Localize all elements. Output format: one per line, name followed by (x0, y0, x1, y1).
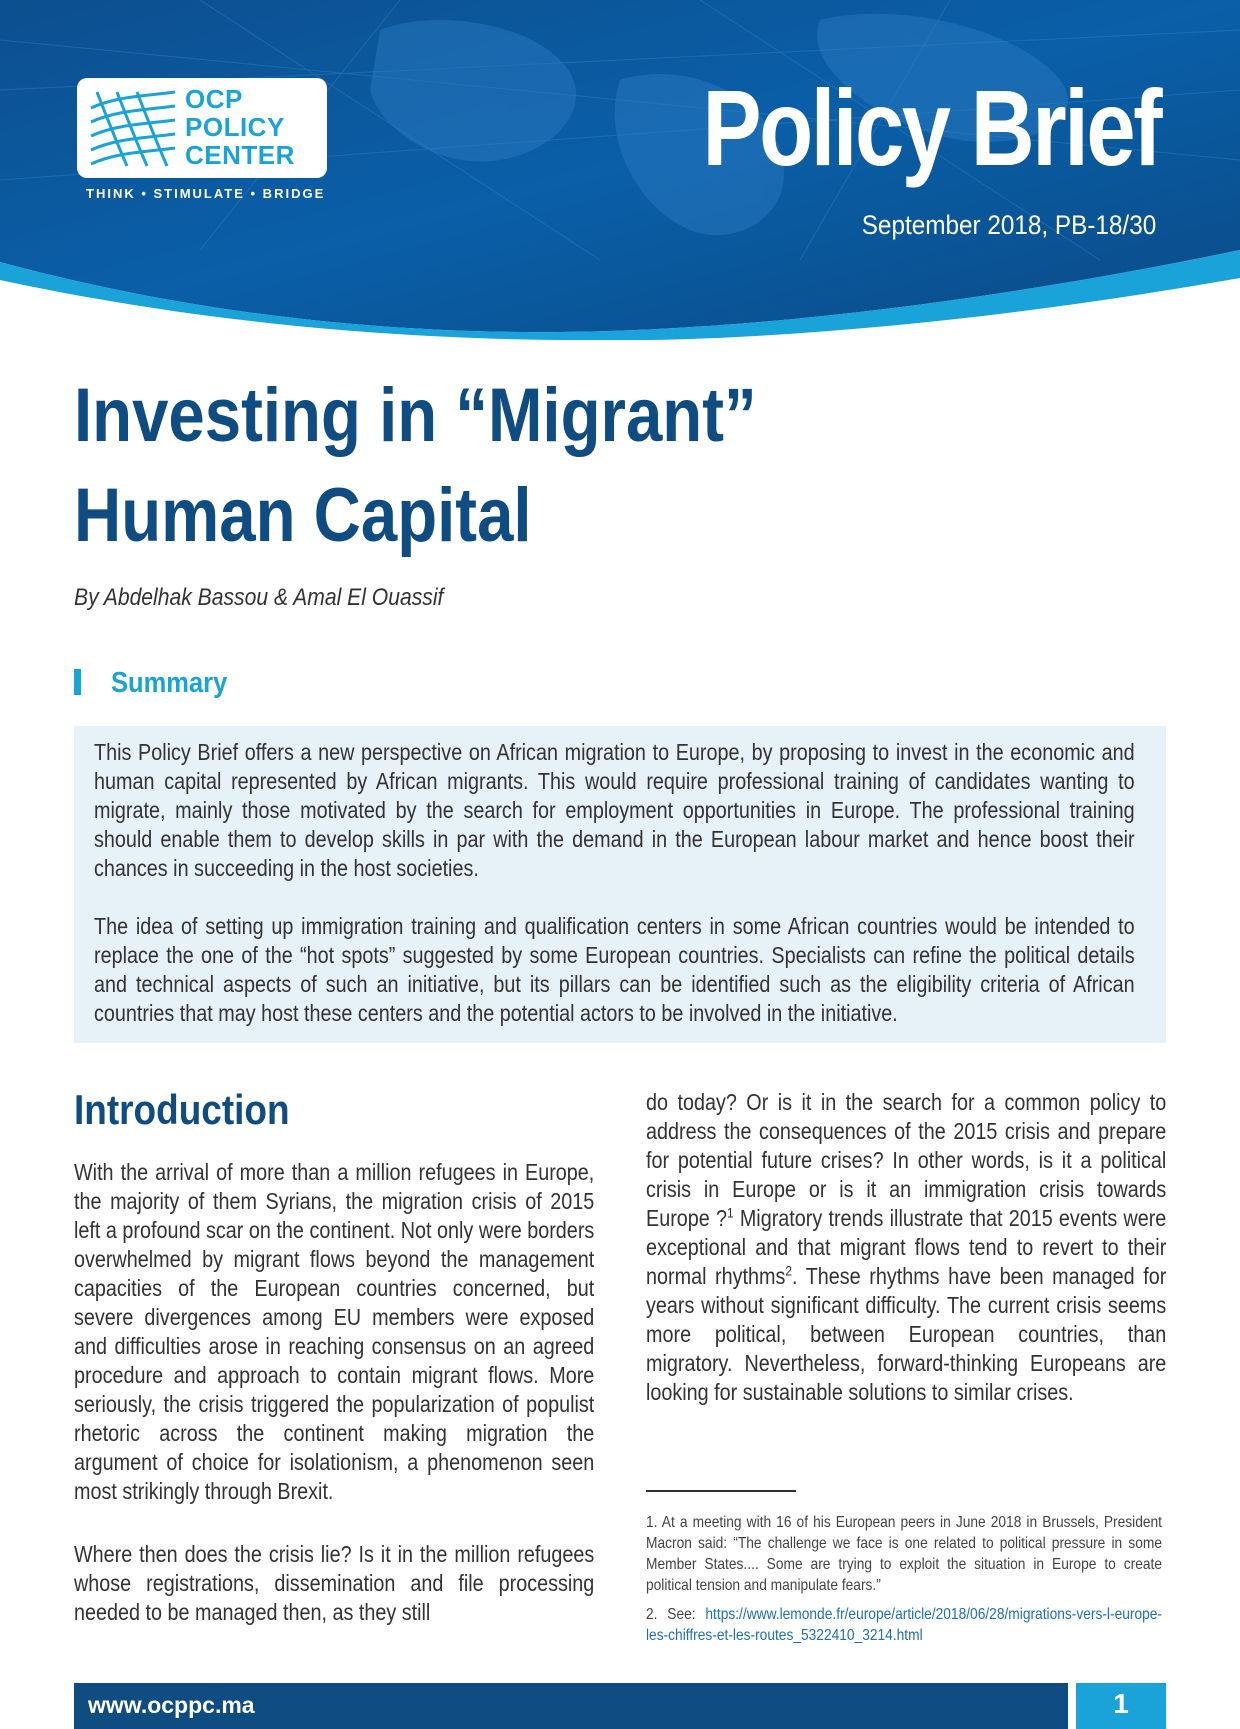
footnote-ref-2[interactable]: 2 (785, 1263, 792, 1279)
intro-paragraph-1: With the arrival of more than a million refugees in Europe, the majority of them Syrians, the migration crisis of 2015 left a profound scar on the continent. Not only were borders overwhelmed by migrant flows beyond the management capacities of the European countries concerned, but severe divergences among EU members were exposed and difficulties arose in reaching consensus on an agreed procedure and approach to contain migrant flows. More seriously, the crisis triggered the popularization of populist rhetoric across the continent making migration the argument of choice for isolationism, a phenomenon seen most strikingly through Brexit. (74, 1159, 595, 1504)
summary-heading: Summary (111, 667, 228, 699)
footnote-2 (646, 1604, 1162, 1646)
page-title (74, 366, 757, 566)
footer-website-link[interactable]: www.ocppc.ma (88, 1692, 255, 1718)
footnote-2-link[interactable]: https://www.lemonde.fr/europe/article/2018/06/28/migrations-vers-l-europe-les-chiffres-et-les-routes_5322410_3214.html (646, 1606, 1162, 1644)
publication-date-reference: September 2018, PB-18/30 (861, 210, 1156, 240)
page-title-line-2: Human Capital (74, 473, 532, 558)
footnote-2-label: 2. See: (646, 1606, 706, 1623)
author-byline: By Abdelhak Bassou & Amal El Ouassif (74, 584, 444, 611)
document-type-title: Policy Brief (702, 67, 1160, 188)
intro-paragraph-2: Where then does the crisis lie? Is it in the million refugees whose registrations, dissemination and file processing needed to be managed then, as they still (74, 1541, 595, 1625)
header-banner (0, 0, 1240, 340)
page-title-line-1: Investing in “Migrant” (74, 373, 757, 458)
logo-text-center: CENTER (185, 140, 295, 170)
ocp-logo[interactable] (77, 78, 327, 178)
footnote-divider (646, 1490, 796, 1492)
logo-text-policy: POLICY (185, 112, 285, 142)
intro-right-text-2: Migratory trends illustrate that 2015 events were exceptional and that migrant flows tend to revert to their normal rhythms (646, 1205, 1167, 1289)
summary-paragraph-2: The idea of setting up immigration training and qualification centers in some African countries would be intended to replace the one of the “hot spots” suggested by some European countries. Specialists can refine the political details and technical aspects of such an initiative, but its pillars can be identified such as the eligibility criteria of African countries that may host these centers and the potential actors to be involved in the initiative. (94, 913, 1135, 1026)
logo-tagline: THINK • STIMULATE • BRIDGE (86, 186, 326, 201)
logo-text-ocp: OCP (185, 84, 243, 114)
footnote-1: 1. At a meeting with 16 of his European peers in June 2018 in Brussels, President Macron said: “The challenge we face is one related to political pressure in some Member States.... Some are trying to exploit the situation in Europe to create political tension and manipulate fears.” (646, 1514, 1162, 1594)
logo-mesh-icon (87, 88, 179, 168)
page-number: 1 (1113, 1688, 1129, 1719)
introduction-heading: Introduction (74, 1086, 290, 1133)
footnote-ref-1[interactable]: 1 (727, 1205, 734, 1221)
intro-right-text-1: do today? Or is it in the search for a common policy to address the consequences of the 2015 crisis and prepare for potential future crises? In other words, is it a political crisis in Europe or is it an immigration crisis towards Europe ? (646, 1089, 1167, 1231)
summary-accent-bar (74, 669, 81, 695)
summary-paragraph-1: This Policy Brief offers a new perspective on African migration to Europe, by proposing to invest in the economic and human capital represented by African migrants. This would require professional training of candidates wanting to migrate, mainly those motivated by the search for employment opportunities in Europe. The professional training should enable them to develop skills in par with the demand in the European labour market and hence boost their chances in succeeding in the host societies. (94, 739, 1135, 881)
intro-right-text-3: . These rhythms have been managed for years without significant difficulty. The current crisis seems more political, between European countries, than migratory. Nevertheless, forward-thinking Europeans are looking for sustainable solutions to similar crises. (646, 1263, 1167, 1405)
intro-paragraph-right (646, 1088, 1166, 1407)
